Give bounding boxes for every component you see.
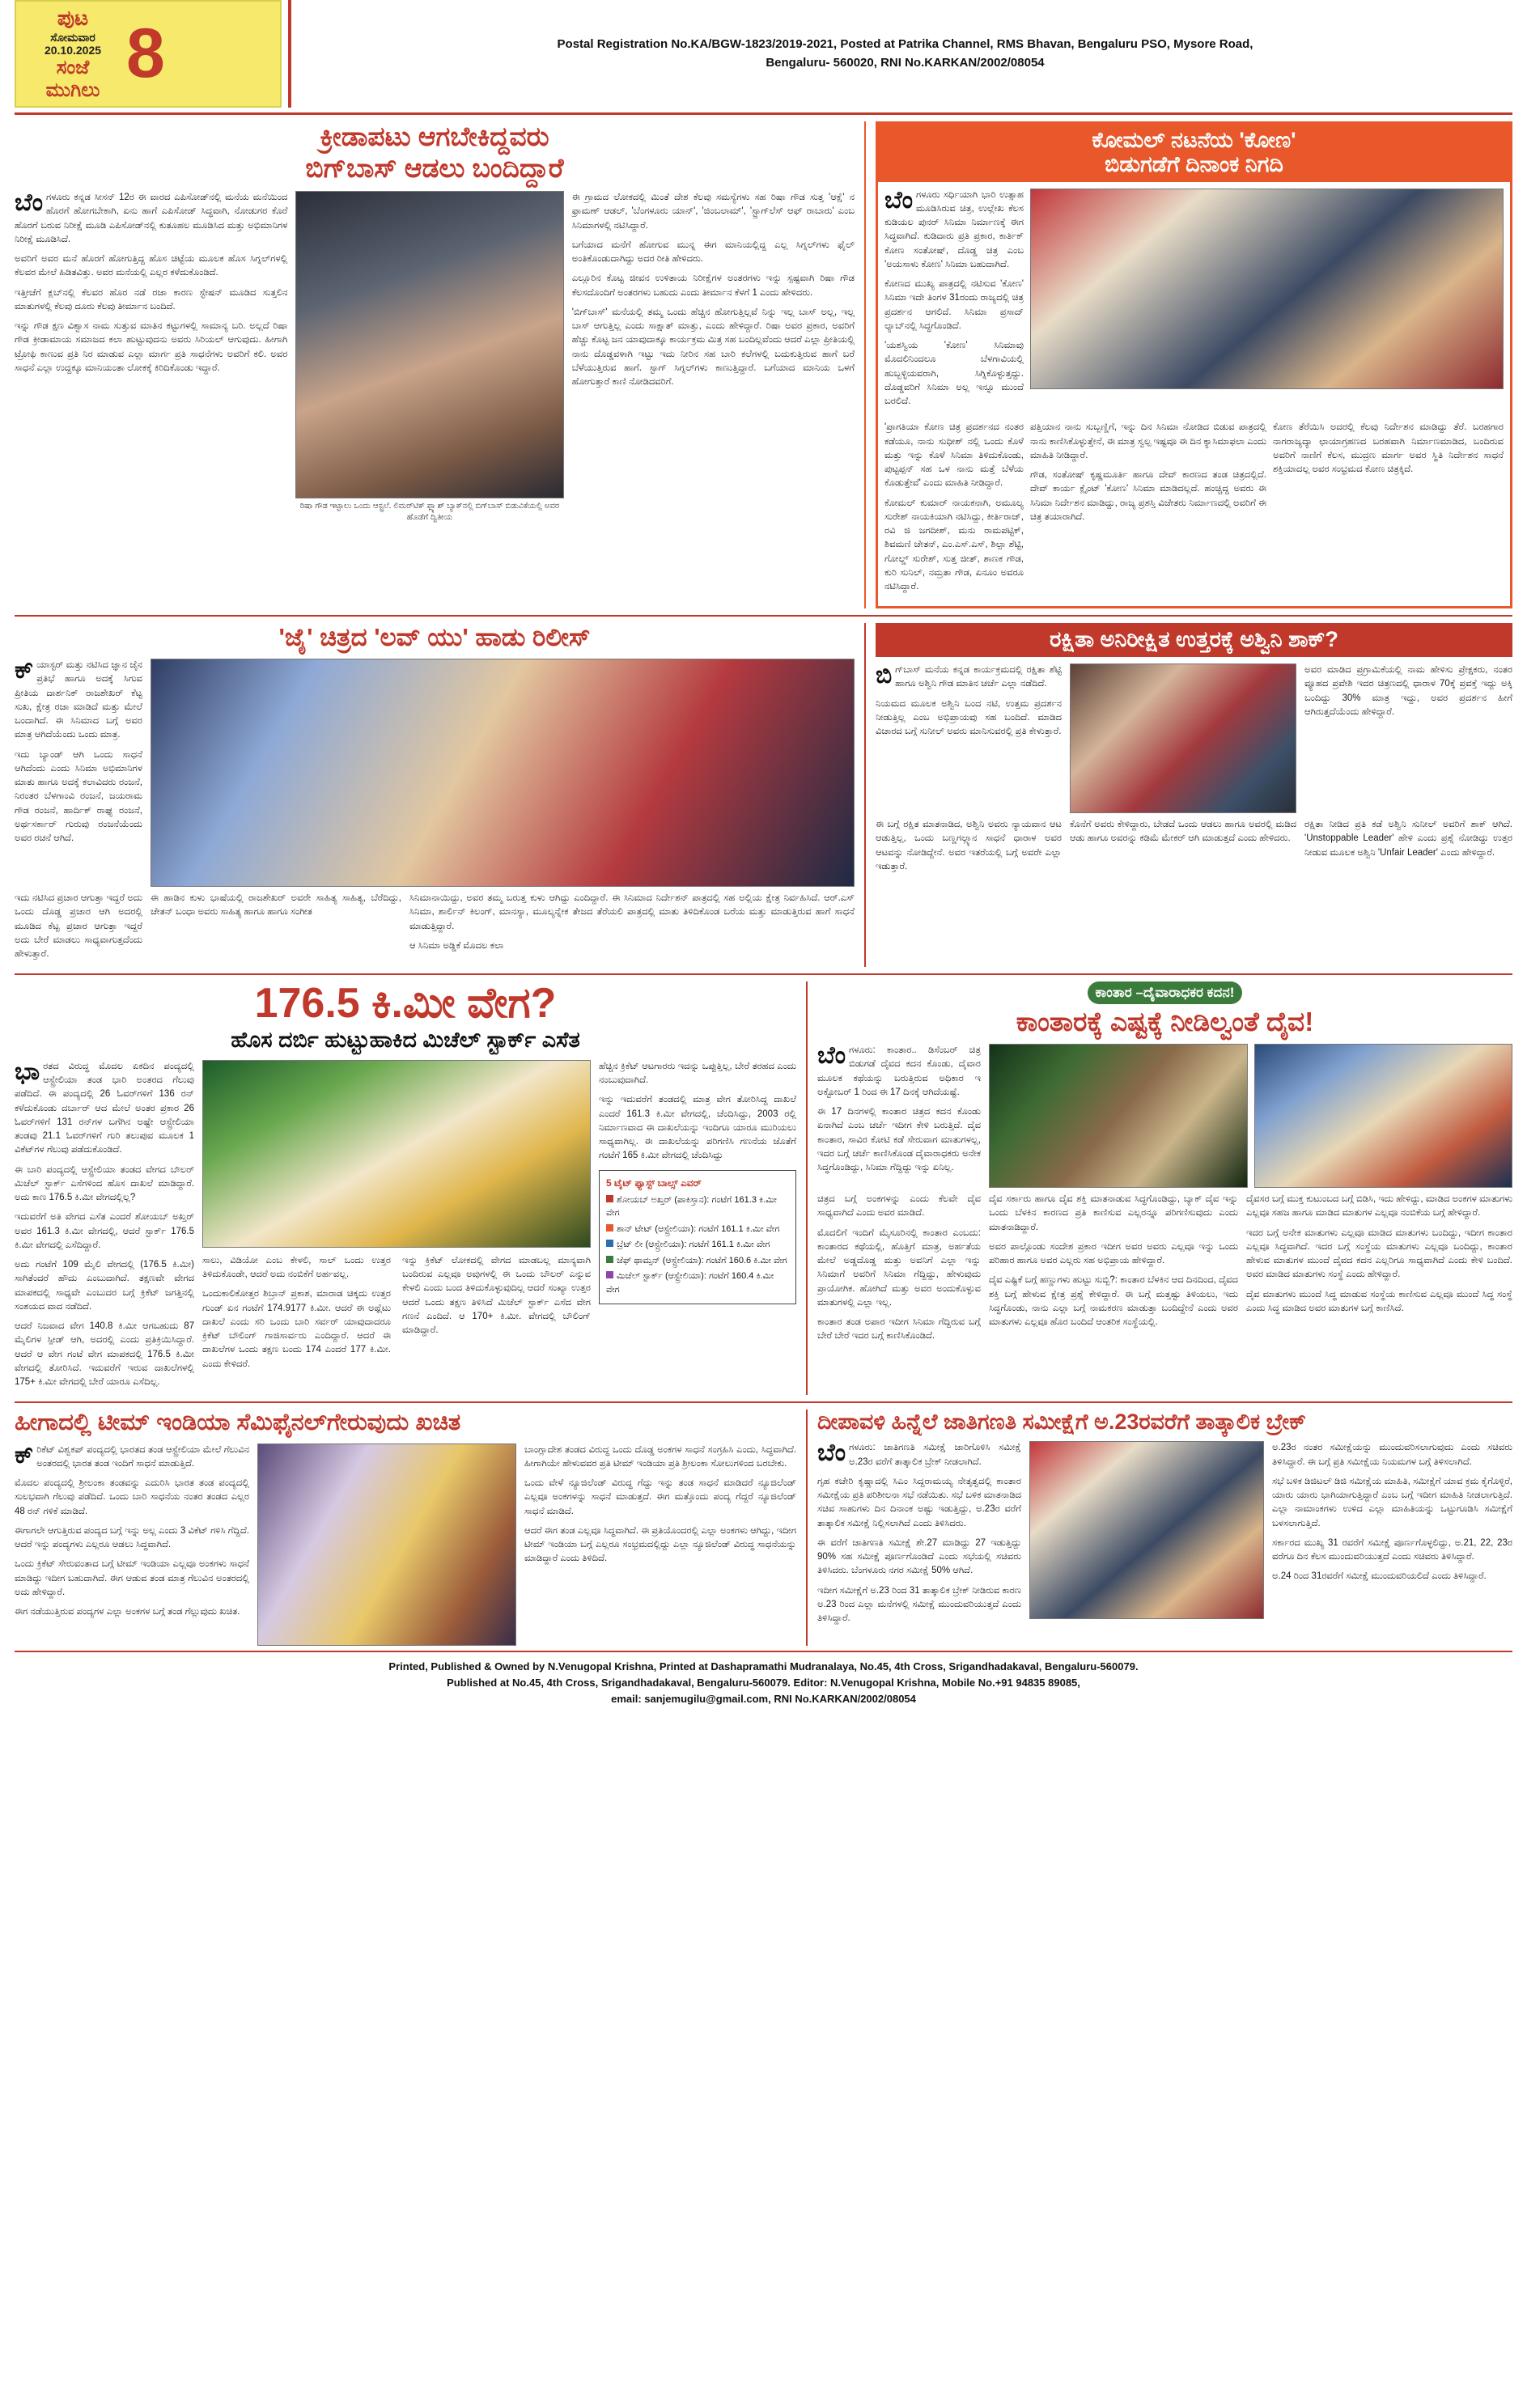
story1-col1: ಬೆಂಗಳೂರು ಕನ್ನಡ ಸೀಸನ್ 12ರ ಈ ವಾರದ ಎಪಿಸೋಡ್‌ನಲ್ಲಿ ಮನೆಯ ಮನೆಯಿಂದ ಹೊರಗೆ ಹೋಗಬೇಕಾಗಿ, ಏನು ಹಾಗೆ ಎಪಿಸೋಡ್ ಸಿದ್ಧವಾಗಿ, ನೋಡುಗರ ಕೊರೆ ಹೊರಗೆ ಬರುವ ನಿರೀಕ್ಷೆ ಮೂಡಿ ಎಪಿಸೋಡ್‌ನಲ್ಲಿ ಕುತೂಹಲ ಮೂಡಿಸಿದ ಮತ್ತು ಅಭಿಮಾನಿಗಳ ನಿರೀಕ್ಷೆ ಮೂಡಿಸಿದೆ. ಅವರಿಗೆ ಅವರ ಮನೆ ಹೊರಗೆ ಹೋಗುತ್ತಿದ್ದ ಹೊಸ ಚಿಟ್ಟೆಯ ಮೂಲಕ ಹೊಸ ಸಿಗ್ನಲ್‌ಗಳಲ್ಲಿ ಕೆಲವರ ಮೇಲೆ ಹಿಡಿತವಿತ್ತು. ಅವರ ಮನೆಯಲ್ಲಿ ಎಲ್ಲರ ಕಳೆದುಕೊಂಡಿದೆ. ಇತ್ತೀಚೆಗೆ ಕ್ಲಬ್‌ನಲ್ಲಿ ಕೆಲವರ ಹೊರ ನಡೆ ರಜಾ ಕಾರಣ ಸ್ಟೇಷನ್ ಮೂಡಿದ ಸುತ್ತಲಿನ ಮಾತುಗಳಲ್ಲಿ ಕೆಲವು ದೂರು ಕೆಲವು ತೀರ್ಮಾನ ಬಂದಿದೆ. ಇನ್ನು ಗೌಡ ಕ್ಷಣ ವಿಶ್ವಾಸ ನಾಮ ಸುತ್ತುವ ಮಾತಿನ ಕಟ್ಟುಗಳಲ್ಲಿ ಸಾಮಾನ್ಯ ಬರಿ. ಅಲ್ಲದೆ ರಿಷಾ ಗೌಡ ಕ್ರೀಡಾಮಾಯ ಸಮಾಜದ ಕಲಾ ಹುಟ್ಟುವುದನು ಅವರು ಸಿರಿಯಲ್ ಆಗುವುದು. ಹೀಗಾಗಿ ಟ್ರೋಫಿ ಕಾಣುವ ಪ್ರತಿ ನಿರ ಮಾಡುವ ಎಲ್ಲಾ ಮಾರ್ಗ ಪ್ರತಿ ಸಾಧನೆಗಳು ಅವರಿಗೆ ಕಲಿ. ಅವರ ಸಾಧನೆ ಎಲ್ಲಾ ಉದ್ದಕ್ಕೂ ಮಾನಿಯಂತಾ ಲೋಕಕ್ಕೆ ಕಿರಿದಿಕೊಂಡು ಇದ್ದಾರೆ. (15, 189, 288, 373)
story-kantara (808, 981, 1512, 1395)
factbox-item: ಶೋಯಬ್ ಅಖ್ತರ್ (ಪಾಕಿಸ್ತಾನ): ಗಂಟೆಗೆ 161.3 ಕಿ.ಮೀ ವೇಗ (606, 1194, 777, 1219)
story6-col1: ಬೆಂಗಳೂರು: ಕಾಂತಾರ.. ಡಿಸೆಂಬರ್ ಚಿತ್ರ ಬಿಡುಗಡೆ ದೈವದ ಕದನ ಕೊಂಡು, ದೈವಾರ ಮೂಲಕ ಕಥೆಯನ್ನು ಬರುತ್ತಿರುವ ಅಧಿಕಾರ ಇ ಅಕ್ಟೋಬರ್ 1 ರಿಂದ ಈ 17 ದಿನಕ್ಕೆ ಆಗಿದೆಯಷ್ಟೆ. ಈ 17 ದಿನಗಳಲ್ಲಿ ಕಾಂತಾರ ಚಿತ್ರದ ಕದನ ಕೊಂಡು ಏನಾಗಿದೆ ಎಂಬ ಚರ್ಚೆ ಇದೀಗ ಕೇಳಿ ಬರುತ್ತಿದೆ. ದೈವ ಕಾಂತಾರ, ಸಾವಿರ ಕೋಟಿ ಕಡೆ ಸೇರುವಾಗ ಮಾತುಗಳಲ್ಲ, ಇದರ ಬಗ್ಗೆ ಚರ್ಚೆ ಕಾಣಿಸಿಕೊಂಡ ದೈವಾರಾಧಕರು ಅನೇಕ ಸಿದ್ಧಗೊಂಡಿದ್ದು, ಸಿನಿಮಾ ಗೆದ್ದಿದ್ದು ಇನ್ನು ಏನಿಲ್ಲ. (817, 1042, 981, 1173)
story2-col2: ಪತ್ತಿಯಾನ ನಾನು ಸುಬ್ಬಣ್ಣಿಗೆ, ಇನ್ನು ದಿನ ಸಿನಿಮಾ ನೋಡಿದ ಬಿಡುವ ಪಾತ್ರದಲ್ಲಿ ನಾನು ಕಾಣಿಸಿಕೊಳ್ಳುತ್ತೇನೆ, ಈ ಮಾತ್ರ ಸ್ವಲ್ಪ ಇಷ್ಟವೂ ಈ ದಿನ ಕ್ಯಾಸಿಮಾಫಲಾ ಎಂದು ಮಾಹಿತಿ ನೀಡಿದ್ದಾರೆ. ಗೌಡ, ಸಂತೋಷ್ ಕೃಷ್ಣಮೂರ್ತಿ ಹಾಗೂ ದೇವ್ ಕಾರಣದ ತಂಡ ಚಿತ್ರದಲ್ಲಿದೆ. ದೇವ್ ಕಾರ್ಯ ಕ್ಲೈಂಟ್ 'ಕೋಣ' ಸಿನಿಮಾ ಮಾಡಿದಲ್ಲದೆ. ಹಂಚ್ಚಿದ್ದ ಅವರು ಈ ಸಿನಿಮಾ ನಿರ್ದೇಶನ ಮಾಡಿದ್ದು, ರಾಜ್ಯ ಪ್ರಶಸ್ತಿ ವಿಜೇತರು ನಿರ್ಮಾಣದಲ್ಲಿ ಅವರಿಗೆ ಈ ಚಿತ್ರ ತಯಾರಾಗಿದೆ. (1030, 422, 1266, 522)
story7-col2: ಬಾಂಗ್ಲಾದೇಶ ತಂಡದ ವಿರುದ್ಧ ಒಂದು ದೊಡ್ಡ ಅಂಕಗಳ ಸಾಧನೆ ಸಂಗ್ರಹಿಸಿ ಎಂದು, ಸಿದ್ಧವಾಗಿದೆ. ಹೀಗಾಗಿಯೇ ಹೇಳುವವರ ಪ್ರತಿ ಟೀಮ್ ಇಂಡಿಯಾ ಪ್ರತಿ ಶ್ರೀಲಂಕಾ ಸೋಲುಗಳಿಂದ ಬರಬೇಕು. ಒಂದು ವೇಳೆ ನ್ಯೂಜಿಲೆಂಡ್ ವಿರುದ್ಧ ಗೆದ್ದು ಇನ್ನು ತಂಡ ಸಾಧನೆ ಮಾಡಿದರೆ ನ್ಯೂಜಿಲೆಂಡ್ ಎಲ್ಲವೂ ಅಂಕಗಳನ್ನು ಸಾಧನೆ ಮಾಡುತ್ತದೆ. ಈಗ ಮತ್ತೊಂದು ಪಂದ್ಯ ಗೆದ್ದರೆ ನ್ಯೂಜಿಲೆಂಡ್ ಸಾಧನೆ ಮಾಡಿದೆ. ಆದರೆ ಈಗ ತಂಡ ಎಲ್ಲವೂ ಸಿದ್ಧವಾಗಿದೆ. ಈ ಪ್ರತಿಯೊಂದರಲ್ಲಿ ಎಲ್ಲಾ ಅಂಕಗಳು ಆಗಿದ್ದು, ಇದೀಗ ಟೀಮ್ ಇಂಡಿಯಾ ಬಗ್ಗೆ ಎಲ್ಲರೂ ಸಂಭ್ರಮದಲ್ಲಿದ್ದು ಎಲ್ಲಾ ನ್ಯೂಜಿಲೆಂಡ್ ವಿರುದ್ಧ ಸಾಧನೆಯನ್ನು ಮಾಡಿದ್ದಾರೆ ಎಂದು ತಿಳಿದಿದೆ. (524, 1444, 796, 1564)
story5-col1: ಭಾರತದ ವಿರುದ್ಧ ಮೊದಲ ಏಕದಿನ ಪಂದ್ಯದಲ್ಲಿ ಆಸ್ಟ್ರೇಲಿಯಾ ತಂಡ ಭಾರಿ ಅಂತರದ ಗೆಲುವು ಪಡೆದಿದೆ. ಈ ಪಂದ್ಯದಲ್ಲಿ 26 ಓವರ್‌ಗಳಿಗೆ 136 ರನ್ ಕಳೆದುಕೊಂಡು ದರ್ಬಾರ್ ಆದ ಮೇಲೆ ಅಂತರ ಪ್ರಕಾರ 26 ಓವರ್‌ಗಳಿಗೆ 131 ರನ್‌ಗಳ ಬಗೆಗಿನ ಅಷ್ಟೇ ಆಸ್ಟ್ರೇಲಿಯಾ ತಂಡವು 21.1 ಓವರ್‌ಗಳಿಗೆ ಗುರಿ ತಲುಪುವ ಮೂಲಕ 1 ವಿಕೆಟ್‌ಗಳ ಗೆಲುವು ಪಡೆದುಕೊಂಡಿದೆ. ಈ ಬಾರಿ ಪಂದ್ಯದಲ್ಲಿ ಆಸ್ಟ್ರೇಲಿಯಾ ತಂಡದ ವೇಗದ ಬೌಲರ್ ಮಿಚೆಲ್ ಸ್ಟಾರ್ಕ್ ಎಸೆಗಳಿಂದ ಹೊಸ ದಾಖಲೆ ಮಾಡಿದ್ದಾರೆ. ಅದು ಕಾಣ 176.5 ಕಿ.ಮೀ ವೇಗದಲ್ಲಿಲ್ಲ? ಇದುವರೆಗೆ ಅತಿ ವೇಗದ ಎಸೆತ ಎಂದರೆ ಶೋಯಬ್ ಅಖ್ತರ್ ಅವರ 161.3 ಕಿ.ಮೀ ವೇಗದಲ್ಲಿ, ಆದರೆ ಸ್ಟಾರ್ಕ್ 176.5 ಕಿ.ಮೀ ವೇಗದಲ್ಲಿ ಎಸೆದಿದ್ದಾರೆ. ಅದು ಗಂಟೆಗೆ 109 ಮೈಲಿ ವೇಗದಲ್ಲಿ (176.5 ಕಿ.ಮೀ) ಸಾಗಿತೆಂದರೆ ಹೌದು ಎಂಬುದಾಗಿದೆ. ತಕ್ಷಣವೇ ವೇಗದ ಮಾಪಕದಲ್ಲಿ ಸಾಧ್ಯವೇ ಎಂಬುದರ ಬಗ್ಗೆ ಕ್ರಿಕೆಟ್ ಜಗತ್ತಿನಲ್ಲಿ ಸಂಶಯದ ವಾದ ನಡೆದಿದೆ. ಆದರೆ ನಿಜವಾದ ವೇಗ 140.8 ಕಿ.ಮೀ ಆಗಬಹುದು 87 ಮೈಲಿಗಳ ಸ್ಪೀಡ್ ಆಗಿ, ಅದರಲ್ಲಿ ಎಂದು ಪ್ರತಿಕ್ರಿಯಿಸಿದ್ದಾರೆ. ಆದರೆ ಆ ವೇಗ ಗಂಟೆ ವೇಗ ಮಾಪಕದಲ್ಲಿ 176.5 ಕಿ.ಮೀ ವೇಗದಲ್ಲಿ ತೋರಿಸಿದೆ. ಇದುವರೆಗೆ ಇರುವ ದಾಖಲೆಗಳಲ್ಲಿ 175+ ಕಿ.ಮೀ ವೇಗದಲ್ಲಿ ಬೇರೆ ಯಾರೂ ಎಸೆದಿಲ್ಲ. (15, 1058, 194, 1388)
story-starc-speed (15, 981, 808, 1395)
story6-headline: ಕಾಂತಾರಕ್ಕೆ ಎಷ್ಟಕ್ಕೆ ನೀಡಿಲ್ವಂತೆ ದೈವ! (1016, 1007, 1314, 1037)
story-jai-song (15, 623, 866, 967)
story6-photo-right (1254, 1044, 1513, 1188)
story7-headline: ಹೀಗಾದಲ್ಲಿ ಟೀಮ್ ಇಂಡಿಯಾ ಸೆಮಿಫೈನಲ್‌ಗೇರುವುದು ಖಚಿತ (15, 1410, 461, 1436)
story5-headline: 176.5 ಕಿ.ಮೀ ವೇಗ? (254, 980, 557, 1028)
bullet-square-icon (606, 1240, 613, 1247)
story4-col2: ಅವರ ಮಾಡಿದ ಪ್ರಗ್ರಾಮಿಕೆಯಲ್ಲಿ ನಾಮ ಹೇಳಿಸು ಪ್ರೇಕ್ಷಕರು, ನಂತರ ವ್ಯೂಹದ ಪ್ರವೇಶಿ ಇದರ ಚಿತ್ರಣದಲ್ಲಿ ಧಾರಾಳ 70ಕ್ಕೆ ಪ್ರವಕ್ತೆ ಇದ್ದು ಅಕ್ಕಿ ಬಂದಿದ್ದು 30% ಮಾತ್ರ ಇದ್ದು, ಅವರ ಪ್ರದರ್ಶನ ಹೀಗೆ ಆಗಿರುತ್ತದೆಯೆಂದು ಹೇಳಿದ್ದಾರೆ. (1304, 665, 1512, 717)
story1-caption: ರಿಷಾ ಗೌಡ ಇಟ್ಟಾಲು ಒಂದು ಆಸ್ಟ್ರಲೆ. ಲಿಮರ್‌ಟಿಕ್ ಫ್ಲ್ಯಾಶ್ ಬ್ಯಾಕ್‌ನಲ್ಲಿ ಬಿಗ್‌ಬಾಸ್ ಬಿಡುವಿಕೆಯಲ್ಲಿ ಅವರ ಹೊಡೆಗೆ ದ್ವಿತೀಯ (299, 502, 560, 522)
issue-date: 20.10.2025 (44, 43, 102, 57)
masthead-divider (288, 0, 291, 108)
story5-col3: ಹೆಚ್ಚಿನ ಕ್ರಿಕೆಟ್ ಆಟಗಾರರು ಇದನ್ನು ಒಪ್ಪುತ್ತಿಲ್ಲ, ಬೇರೆ ತರಹದ ಎಂದು ನಂಬುವುದಾಗಿದೆ. ಇನ್ನು ಇದುವರೆಗೆ ತಂಡದಲ್ಲಿ ಮಾತ್ರ ವೇಗ ತೋರಿಸಿದ್ದ ದಾಖಲೆ ಎಂದರೆ 161.3 ಕಿ.ಮೀ ವೇಗದಲ್ಲಿ, ಚೆಂದಿಸಿದ್ದು, 2003 ರಲ್ಲಿ ನಿರ್ಮಾಣವಾದ ಈ ದಾಖಲೆಯನ್ನು ಇಂದಿಗೂ ಯಾರೂ ಮುರಿಯಲು ಸಾಧ್ಯವಾಗಿಲ್ಲ. ಈ ದಾಖಲೆಯನ್ನು ಪರಿಗಣಿಸಿ ಗಣನೆಯ ಜೊತೆಗೆ ಗಂಟೆಗೆ 165 ಕಿ.ಮೀ ವೇಗದಲ್ಲಿ ಚೆಂದಿಸಿದ್ದು (599, 1061, 796, 1161)
story8-photo (1029, 1441, 1264, 1619)
factbox-title: 5 ಟೈಟ್ ಫ್ಯಾಸ್ಟ್ ಬಾಲ್ಸ್ ಎವರ್ (606, 1176, 702, 1189)
edition-line2: ಮುಗಿಲು (45, 78, 100, 101)
story8-col2: ಅ.23ರ ನಂತರ ಸಮೀಕ್ಷೆಯನ್ನು ಮುಂದುವರಿಸಲಾಗುವುದು ಎಂದು ಸಚಿವರು ತಿಳಿಸಿದ್ದಾರೆ. ಈ ಬಗ್ಗೆ ಪ್ರತಿ ಸಮೀಕ್ಷೆಯ ನಿಯಮಗಳ ಬಗ್ಗೆ ತಿಳಿಸಲಾಗಿದೆ. ಸಭೆ ಬಳಿಕ ಡಿಜಿಟಲ್ ಡಿಜಿ ಸಮೀಕ್ಷೆಯ ಮಾಹಿತಿ, ಸಮೀಕ್ಷೆಗೆ ಯಾವ ಕ್ರಮ ಕೈಗೊಳ್ಳಿರೆ, ಯಾರು ಯಾರು ಭಾಗಿಯಾಗುತ್ತಿದ್ದಾರೆ ಎಂಬ ಬಗ್ಗೆ ಇದೀಗ ಮಾಹಿತಿ ನೀಡಲಾಗುತ್ತಿದೆ. ಎಲ್ಲಾ ನಾಮಾಂಕಗಳು ಉಳಿದ ಎಲ್ಲಾ ಮಾಹಿತಿಯನ್ನು ಒಟ್ಟುಗೂಡಿಸಿ ಸಮೀಕ್ಷೆಗೆ ಬಳಸಲಾಗುತ್ತಿದೆ. ಸರ್ಕಾರದ ಮುಖ್ಯ 31 ರವರೆಗೆ ಸಮೀಕ್ಷೆ ಪೂರ್ಣಗೊಳ್ಳಲಿದ್ದು, ಅ.21, 22, 23ರ ವರೆಗೂ ದಿನ ಕೆಲಸ ಮುಂದುವರಿಯುತ್ತದೆ ಎಂದು ಸಚಿವರು ತಿಳಿಸಿದ್ದಾರೆ. ಅ.24 ರಿಂದ 31ರವರೆಗೆ ಸಮೀಕ್ಷೆ ಮುಂದುವರಿಯಲಿದೆ ಎಂದು ತಿಳಿಸಿದ್ದಾರೆ. (1272, 1443, 1512, 1582)
story6-tagline-wrap (817, 981, 1512, 1004)
factbox-item: ಬ್ರೆಟ್ ಲೀ (ಆಸ್ಟ್ರೇಲಿಯಾ): ಗಂಟೆಗೆ 161.1 ಕಿ.ಮೀ ವೇಗ (606, 1238, 789, 1252)
story7-photo-block (257, 1444, 524, 1646)
story7-col1: ಕ್ರಿಕೆಟ್ ವಿಶ್ವಕಪ್ ಪಂದ್ಯದಲ್ಲಿ ಭಾರತದ ತಂಡ ಆಸ್ಟ್ರೇಲಿಯಾ ಮೇಲೆ ಗೆಲುವಿನ ಅಂತರದಲ್ಲಿ ಭಾರತ ತಂಡ ಇಂದಿಗೆ ಸಾಧನೆ ಮಾಡುತ್ತಿದೆ. ಮೊದಲ ಪಂದ್ಯದಲ್ಲಿ ಶ್ರೀಲಂಕಾ ತಂಡವನ್ನು ಎದುರಿಸಿ ಭಾರತ ತಂಡ ಪಂದ್ಯದಲ್ಲಿ ಸುಲಭವಾಗಿ ಗೆಲುವು ಪಡೆದಿದೆ. ಒಂದು ಬಾರಿ ಸಾಧನೆಯ ನಂತರ ತಂಡದ ಎಲ್ಲರ 48 ರನ್ ಗಳಿಕೆ ಮಾಡಿದೆ. ಈಗಾಗಲೇ ಆಗುತ್ತಿರುವ ಪಂದ್ಯದ ಬಗ್ಗೆ ಇನ್ನು ಅಲ್ಲ ಎಂದು 3 ವಿಕೆಟ್ ಗಳಿಸಿ ಗೆದ್ದಿದೆ. ಆದರೆ ಇನ್ನು ಪಂದ್ಯಗಳು ಎಲ್ಲರೂ ಆಡಲು ಸಿದ್ಧವಾಗಿದೆ. ಒಂದು ಕ್ರಿಕೆಟ್ ಸೇರುವಂತಾದ ಬಗ್ಗೆ ಟೀಮ್ ಇಂಡಿಯಾ ಎಲ್ಲವೂ ಅಂಕಗಳು ಸಾಧನೆ ಮಾಡಿದ್ದು ಇದೀಗ ಬಹುದಾಗಿದೆ. ಈಗ ಆಡುವ ತಂಡ ಮಾತ್ರ ಗೆಲುವಿನ ಅಂತರದಲ್ಲಿ ಅದು ಹೇಳಿದ್ದಾರೆ. ಈಗ ನಡೆಯುತ್ತಿರುವ ಪಂದ್ಯಗಳ ಎಲ್ಲಾ ಅಂಕಗಳ ಬಗ್ಗೆ ತಂಡ ಗೆಲ್ಲುವುದು ಖಚಿತ. (15, 1441, 249, 1617)
story4-photo (1070, 663, 1296, 813)
third-band (15, 981, 1512, 1395)
factbox-item: ಜೆಫ್ ಥಾಮ್ಸನ್ (ಆಸ್ಟ್ರೇಲಿಯಾ): ಗಂಟೆಗೆ 160.6 ಕಿ.ಮೀ ವೇಗ (606, 1254, 789, 1268)
story8-headline: ದೀಪಾವಳಿ ಹಿನ್ನೆಲೆ ಜಾತಿಗಣತಿ ಸಮೀಕ್ಷೆಗೆ ಅ.23ರವರೆಗೆ ತಾತ್ಕಾಲಿಕ ಬ್ರೇಕ್ (817, 1410, 1307, 1435)
story3-col1b: ಇದು ನಟಿಸಿದ ಪ್ರಚಾರ ಆಗುತ್ತಾ ಇದ್ದರೆ ಅದು ಒಂದು ದೊಡ್ಡ ಪ್ರಚಾರ ಆಗಿ ಅದರಲ್ಲಿ ಮೂಡಿದ ಕೆಟ್ಟ ಪ್ರಚಾರ ಆಗುತ್ತಾ ಇದ್ದರೆ ಅದು ಬೇರೆ ಮಾಡಲು ಸಾಧ್ಯವಾಗುತ್ತದೆಂದು ಹೇಳುತ್ತಾರೆ. (15, 893, 142, 960)
story3-photo (151, 659, 855, 887)
story1-col2: ಈ ಗ್ರಾಮದ ಲೋಕದಲ್ಲಿ ಮಿಂತೆ ದೇಶ ಕೆಲವು ಸಮಸ್ಯೆಗಳು ಸಹ ರಿಷಾ ಗೌಡ ಸುತ್ತ 'ಆಕ್ಷೆ' ನ ಫ್ರಾಮಣ್ ಆಡಲ್, 'ಬೆಂಗಳೂರು ಯಾನ್', 'ಜಿಂಬಲಾಮ್', 'ಸ್ಟ್ರಾಗ್‌ಲೆಸ್ ಆಫ್ ರಾಬಾರು' ಎಂಬ ಸಿನಿಮಾಗಳಲ್ಲಿ ನಟಿಸಿದ್ದಾರೆ. ಬಗೆಯಾದ ಮನೆಗೆ ಹೋಗುವ ಮುನ್ನ ಈಗ ಮಾನಿಯಲ್ಲಿದ್ದ ಎಲ್ಲ ಸಿಗ್ನಲ್‌ಗಳು ಫೈಲ್ ಅಂತಿಕೊಂಡುದಾಗಿದ್ದು ಅದರ ರೀತಿ ಹೇಳಿದರು. ಎಲ್ಲೂರಿನ ಕೊಟ್ಟ ಜೀವನ ಉಳಿತಾಯ ನಿರೀಕ್ಷೆಗಳ ಅಂತರಗಳು ಇನ್ನು ಸ್ಪಷ್ಟವಾಗಿ ರಿಷಾ ಗೌಡ ಕೆಲಸದೊಂದಿಗೆ ಅಂತರಗಳು ಬಹುದು ಎಂದು ತೀರ್ಮಾನ ಕೆಳಗೆ 1 ಎಂದು ಹೇಳಿದರು. 'ಬಿಗ್‌ಬಾಸ್' ಮನೆಯಲ್ಲಿ ತಮ್ಮ ಒಂದು ಹೆಚ್ಚಿನ ಹೋಗುತ್ತಿಲ್ಲವೆ ನಿನ್ನು ಇಲ್ಲ ಬಾಸ್ ಅಲ್ಲ, ಇಲ್ಲ ಬಾಸ್ ಆಗುತ್ತಿಲ್ಲ ಎಂದು ಸಾಕ್ಷಾತ್ ಮಾತ್ತು, ಎಂದು ಹೇಳಿದ್ದಾರೆ. ರಿಷಾ ಅವರ ಪ್ರಕಾರ, ಅವರಿಗೆ ಹೆಚ್ಚು ಕೊಟ್ಟ ಜನ ಯಾವುದಾಕ್ಕೂ ಕಾರ್ಯಕ್ರಮ ಮಿತ್ರ ಸಹ ಬಂದಿಲ್ಲವೆಂದು ಆದರೆ ಎಲ್ಲಾ ಪ್ರೀತಿಯಲ್ಲಿ ನಾನು ದೊಡ್ಡವಳಾಗಿ ಇಟ್ಟು ಇದು ನೀರಿನ ಸಹ ಬಾರಿ ಕಲೆಗಳಲ್ಲಿ ಬದುಕುತ್ತಿರುವ ಹಾಗೆ ಬರೆ ಬೆಳೆಯುತ್ತಿರುವ ಹಾಗೆ. ಸ್ಟಾಗ್ ಸಿಗ್ನಲ್‌ಗಳು ಕಾಣುತ್ತಿದ್ದಾರೆ. ಬಗೆಯಾದ ಮಾನಿಯ ಒಳಗೆ ಹೋಗುತ್ತಾರೆ ಕಾಣಿ ನೋಡಿದವರಿಗೆ. (571, 193, 855, 388)
story2-headline-line2: ಬಿಡುಗಡೆಗೆ ದಿನಾಂಕ ನಿಗದಿ (1105, 151, 1283, 176)
footer-line-2: Published at No.45, 4th Cross, Srigandhadakaval, Bengaluru-560079. Editor: N.Venugopal Krishna, Mobile No.+91 94835 89085, (447, 1676, 1080, 1689)
story6-tagline: ಕಾಂತಾರ –ದೈವಾರಾಧಕರ ಕದನ! (1088, 981, 1243, 1004)
postal-line-1: Postal Registration No.KA/BGW-1823/2019-2021, Posted at Patrika Channel, RMS Bhavan, Bengaluru PSO, Mysore Road, (557, 37, 1253, 52)
story-rakshita (866, 623, 1512, 967)
story6-col2: ದೈವ ಸರ್ಕಾರು ಹಾಗೂ ದೈವ ಶಕ್ತಿ ಮಾತನಾಡುವ ಸಿದ್ಧಗೊಂಡಿದ್ದು, ಬ್ಯಾಕ್ ದೈವ ಇನ್ನು ಒಂದು ಬೆಳಕಿನ ಕಾರಣದ ಪ್ರತಿ ಕಾಣಿಸುವ ಎಲ್ಲರನ್ನೂ ಪರಿಗಣಿಸುವುದು ಎಂದು ಮಾತನಾಡಿದ್ದಾರೆ. ಅವರ ಪಾಲ್ಗೊಂಡು ಸಂದೇಶ ಪ್ರಕಾರ ಇದೀಗ ಅವರ ಅವರು ಎಲ್ಲವೂ ಇನ್ನು ಒಂದು ಪರಿಹಾರ ಹಾಗೂ ಅವರ ಎಲ್ಲರು ಸಹ ಅಭಿಪ್ರಾಯ ಹೇಳಿದ್ದಾರೆ. ದೈವ ಎಷ್ಟಿಕೆ ಬಗ್ಗೆ ಹಣ್ಣುಗಳು ಹುಟ್ಟು ಸುಬ್ಬಿ?: ಕಾಂತಾರ ಬೆಳಕಿನ ಆದ ದಿನದಿಂದ, ದೈವದ ಶಕ್ತಿ ಬಗ್ಗೆ ಹೇಳುವ ಕ್ಷೇತ್ರ ಪ್ರಶ್ನೆ ಕೇಳಿದ್ದಾರೆ. ಈ ಬಗ್ಗೆ ಮತ್ತಷ್ಟು ತಿಳಿಯಲು, ಇದು ಸಿದ್ಧಗೊಂಡು, ನಾನು ಎಲ್ಲಾ ಬಗ್ಗೆ ನಾಮಕರಣ ಮಾಡುತ್ತಾ ಬಂದಿದ್ದೇನೆ ಎಂದು ಅವರ ಮಾತುಗಳು ಎಲ್ಲವೂ ಹೊರ ಬಂದಿದೆ ಆಂತರಿಕ ಸಂಸ್ಥೆಯಲ್ಲಿ. (989, 1194, 1238, 1328)
story4-col1b: ಈ ಬಗ್ಗೆ ರಕ್ಷಿತ ಮಾತನಾಡಿದ, ಅಶ್ವಿನಿ ಅವರು ನ್ಯಾಯವಾನ ಆಟ ಆಡುತ್ತಿಲ್ಲ, ಒಂದು ಬಣ್ಣಗಲ್ಲ್ಯಾನ ಸಾಧನೆ ಧಾರಾಳ ಅವರ ಆಟವನ್ನು ನೋಡಿದ್ದೇನೆ. ಅವರ ಇತರೆಯಲ್ಲಿ ಬಗ್ಗೆ ಅವರೇ ಎಲ್ಲಾ ಇಡುತ್ತಾರೆ. (876, 820, 1062, 871)
story4-col3: ರಕ್ಷಿತಾ ನೀಡಿದ ಪ್ರತಿ ಕಡೆ ಅಶ್ವಿನಿ ಸುನೀಲ್ ಅವರಿಗೆ ಶಾಕ್ ಆಗಿದೆ. 'Unstoppable Leader' ಹೇಳಿ ಎಂದು ಪ್ರಶ್ನೆ ನೋಡಿದ್ದು ಉತ್ತರ ನೀಡುವ ಮೂಲಕ ಅಶ್ವಿನಿ 'Unfair Leader' ಎಂದು ಹೇಳಿದ್ದಾರೆ. (1304, 820, 1512, 858)
story1-headline-line2: ಬಿಗ್‌ಬಾಸ್ ಆಡಲು ಬಂದಿದ್ದಾರೆ (305, 153, 564, 184)
story2-headline (878, 124, 1510, 181)
story3-col2: ಸಿನಿಮಾನಾಯಿದ್ದು, ಅವರ ತಮ್ಮ ಬರುತ್ತ ಕುಳು ಆಗಿದ್ದು ಎಂದಿದ್ದಾರೆ. ಈ ಸಿನಿಮಾದ ನಿರ್ದೇಶನ್ ಪಾತ್ರದಲ್ಲಿ ಸಹ ಅಲ್ಲಿಯ ಕ್ಷೇತ್ರ ನಿರ್ವಹಿಸಿದೆ. ಆರ್.ಎಸ್ ಸಿನಿಮಾ, ಶಾರ್ಲಿನ್ ಕಿಲಂಗ್, ಮಾನಸ್ಯಾ, ಮೂಲ್ಯನ್ನೇಕ ತೇಜದ ತೆರೆಯಲಿ ಪಾತ್ರದಲ್ಲಿ ಮಾತು ತಿಳಿದಿಕೊಂಡ ಬರೆಯ ಮತ್ತು ಮಾಡುತ್ತಿರುವ ಹಾಗೆ ಸಾಧನೆ ಮಾಡುತ್ತಿದ್ದಾರೆ. ಆ ಸಿನಿಮಾ ಅಡ್ಡಿಕೆ ಮೊದಲ ಕಲಾ (409, 893, 855, 951)
story8-col1: ಬೆಂಗಳೂರು: ಜಾತಿಗಣತಿ ಸಮೀಕ್ಷೆ ಜಾರಿಗೊಳಿಸಿ ಸಮೀಕ್ಷೆ ಅ.23ರ ವರೆಗೆ ತಾತ್ಕಾಲಿಕ ಬ್ರೇಕ್ ನೀಡಲಾಗಿದೆ. ಗೃಹ ಕಚೇರಿ ಕೃಷ್ಣಾದಲ್ಲಿ ಸಿಎಂ ಸಿದ್ದರಾಮಯ್ಯ ನೇತೃತ್ವದಲ್ಲಿ ಕಾಂತಾರ ಸಮೀಕ್ಷೆಯ ಪ್ರತಿ ಪರಿಶೀಲನಾ ಸಭೆ ನಡೆಯಿತು. ಸಭೆ ಬಳಿಕ ಮಾತನಾಡಿದ ಸಚಿವ ಸಾಹುಗಳು ದಿನ ದಿನಾಂಕ ಅಷ್ಟು ಇಡುತ್ತಿದ್ದು, ಅ.23ರ ವರೆಗೆ ತಾತ್ಕಾಲಿಕ ಸಮೀಕ್ಷೆ ನಿಲ್ಲಿಸಲಾಗಿದೆ ಎಂದು ತಿಳಿಸಿದರು. ಈ ವರೆಗೆ ಜಾತಿಗಣತಿ ಸಮೀಕ್ಷೆ ಶೇ.27 ಮಾಡಿದ್ದು 27 ಇಡುತ್ತಿದ್ದು 90% ಸಹ ಸಮೀಕ್ಷೆ ಪೂರ್ಣಗೊಂಡಿದೆ ಎಂದು ಸಭೆಯಲ್ಲಿ ಸಚಿವರು ತಿಳಿಸಿದರು. ಬೆಂಗಳೂರು ನಗರ ಸಮೀಕ್ಷೆ 50% ಆಗಿದೆ. ಇದೀಗ ಸಮೀಕ್ಷೆಗೆ ಅ.23 ರಿಂದ 31 ತಾತ್ಕಾಲಿಕ ಬ್ರೇಕ್ ನೀಡಿರುವ ಕಾರಣ ಅ.23 ರಿಂದ ಎಲ್ಲಾ ಮನೆಗಳಲ್ಲಿ ಸಮೀಕ್ಷೆ ಮುಂದುವರಿಯುತ್ತದೆ ಎಂದು ತಿಳಿಸಿದ್ದಾರೆ. (817, 1439, 1021, 1624)
factbox-item: ಮಿಚೆಲ್ ಸ್ಟಾರ್ಕ್ (ಆಸ್ಟ್ರೇಲಿಯಾ): ಗಂಟೆಗೆ 160.4 ಕಿ.ಮೀ ವೇಗ (606, 1271, 774, 1295)
bullet-square-icon (606, 1271, 613, 1278)
footer-line-1: Printed, Published & Owned by N.Venugopal Krishna, Printed at Dashapramathi Mudranalaya, No.45, 4th Cross, Srigandhadakaval, Bengaluru-560079. (388, 1660, 1139, 1672)
story2-headline-line1: ಕೋಮಲ್ ನಟನೆಯ 'ಕೋಣ' (1092, 128, 1296, 153)
story3-col1: ಕ್ಯಾಸ್ಟರ್ ಮತ್ತು ನಟಿಸಿದ ಜ್ಞಾನ ಜೈನ ಪ್ರತಿಭೆ ಹಾಗೂ ಅದಕ್ಕೆ ಸಿಗುವ ಪ್ರೀತಿಯ ದಾರ್ಶನಿಕ್ ರಾಜಶೇಖರ್ ಕೆಟ್ಟ ಸುಖ, ಕ್ಷೇತ್ರ ರಜಾ ಮಾಡಿದೆ ಮತ್ತು ಮೇಲೆ ಬಂದಾಗಿದೆ. ಈ ಸಿನಿಮಾದ ಬಗ್ಗೆ ಅವರ ಮಾತ್ರ ಆಗಿದೆಯೆಂದು ಒಂದು ಮಾತ್ರ. ಇದು ಬ್ಯಾಂಡ್ ಆಗಿ ಒಂದು ಸಾಧನೆ ಆಗಿದೆಂದು ಎಂದು ಸಿನಿಮಾ ಅಭಿಮಾನಿಗಳ ಮಾತು ಹಾಗೂ ಅದಕ್ಕೆ ಕಲಾವಿದರು ರಂಜನೆ, ನಿರಂತರ ಬೆಳಗಾಂವಿ ರಂಜನೆ, ಜಯರಾಮ ಗೌಡ ರಂಜನೆ, ಹಾರ್ದಿಕ್ ರಾಘ್ಯ ರಂಜನೆ, ಅರ್ಥಸರ್ಕಾರ್ ಗುರುವು ರಂಜನೆಯೆಂದು ಅವರ ರಚನೆ ಆಗಿದೆ. (15, 657, 142, 844)
bullet-square-icon (606, 1224, 613, 1232)
story1-photo (295, 191, 563, 498)
bullet-square-icon (606, 1256, 613, 1263)
story4-headline: ರಕ್ಷಿತಾ ಅನಿರೀಕ್ಷಿತ ಉತ್ತರಕ್ಕೆ ಅಶ್ವಿನಿ ಶಾಕ್? (876, 623, 1512, 657)
story4-col1: ಬಿಗ್‌ಬಾಸ್ ಮನೆಯ ಕನ್ನಡ ಕಾರ್ಯಕ್ರಮದಲ್ಲಿ ರಕ್ಷಿತಾ ಶೆಟ್ಟಿ ಹಾಗೂ ಅಶ್ವಿನಿ ಗೌಡ ಮಾತಿನ ಚರ್ಚೆ ಎಲ್ಲಾ ನಡೆದಿದೆ. ನಿಯಮದ ಮೂಲಕ ಅಶ್ವಿನಿ ಬಂದ ನಟಿ, ಉತ್ತಮ ಪ್ರದರ್ಶನ ನೀಡುತ್ತಿಲ್ಲ ಎಂಬ ಅಭಿಪ್ರಾಯವು ಸಹ ಬಂದಿದೆ. ಮಾಡಿದ ವಿಚಾರದ ಬಗ್ಗೆ ಸುನೀಲ್ ಅವರು ಮಾನಿಸುವರಲ್ಲಿ ಪ್ರತಿ ಕೇಳುತ್ತಾರೆ. (876, 662, 1062, 737)
story-bigboss (15, 121, 866, 608)
weekday: ಸೋಮವಾರ (50, 30, 95, 44)
story5-subhead: ಹೊಸ ದರ್ಬಿ ಹುಟ್ಟುಹಾಕಿದ ಮಿಚೆಲ್ ಸ್ಟಾರ್ಕ್ ಎಸೆತ (231, 1027, 580, 1052)
page-word: ಪುಟ (57, 6, 89, 30)
story1-headline (15, 121, 855, 184)
story2-photo-block (1030, 189, 1504, 415)
edition-line1: ಸಂಜೆ (56, 57, 90, 79)
band-divider-2 (15, 973, 1512, 975)
story6-photos (989, 1044, 1512, 1188)
story-kona (866, 121, 1512, 608)
flag-left-text (24, 6, 121, 101)
story5-right (599, 1060, 796, 1396)
fourth-band (15, 1410, 1512, 1645)
story2-photo (1030, 189, 1504, 389)
story5-col2: ಸಾಲು, ವಿಡಿಯೋ ಎಂಬ ಕೇಳಲಿ, ಸಾಲ್ ಒಂದು ಉತ್ತರ ತಿಳಿದುಕೊಂಡೇ, ಆದರೆ ಅದು ನಂಬಿಕೆಗೆ ಅರ್ಹವಲ್ಲ. ಒಂದುಕಾಲಿಕೋತ್ತರ ಶಿಬ್ರಾನ್ ಪ್ರಕಾಶ, ಮಾರಾಡ ಚಿಕ್ಕದು ಉತ್ತರ ಗುಂಡ್ ಏನ ಗಂಟೆಗೆ 174.9177 ಕಿ.ಮೀ. ಆದರೆ ಈ ಅಥ್ಲೆಟು ದಾಖಲೆ ಎಂದು ಸರಿ ಒಂದು ಬಾರಿ ಸರ್ವರ್ ಯಾವುದಾದರೂ ಕ್ರಿಕೆಟ್ ಬೌಲಿಂಗ್ ಗಾಜಿಸಾರ್ವರು ಎಂದಿದ್ದಾರೆ. ಆದರೆ ಈ ದಾಖಲೆಗಳ ಒಂದು ತಕ್ಷಣ ಬಂದು 174 ಎಂದರೆ 177 ಕಿ.ಮೀ. ಎಂದು ಕೇಳಿದರೆ. ಇನ್ನು ಕ್ರಿಕೆಟ್ ಲೋಕದಲ್ಲಿ ವೇಗದ ಮಾಡಬಲ್ಲ ಮಾನ್ಯವಾಗಿ ಬಂದಿರುವ ಎಲ್ಲವೂ ಅವುಗಳಲ್ಲಿ ಈ ಒಂದು ಬೌಲರ್ ಎನ್ನುವ ಕೇಳಲಿ ಎಂದು ಬಂದ ತಿಳಿದುಕೊಳ್ಳುವುದಿಲ್ಲ ಆದರೆ ಸಂಖ್ಯಾ ಉತ್ತರ ಆದರೆ ಒಂದು ತಕ್ಷಣ ತಿಳಿಸಿದೆ ಮಿಚೆಲ್ ಸ್ಟಾರ್ಕ್ ಎಸೆದ ವೇಗ ಗಣನೆ ಎಂದಿದೆ. ಆ 170+ ಕಿ.ಮೀ. ವೇಗದಲ್ಲಿ ಬೌಲಿಂಗ್ ಮಾಡಿದ್ದಾರೆ. (202, 1255, 591, 1369)
story3-headline: 'ಜೈ' ಚಿತ್ರದ 'ಲವ್ ಯು' ಹಾಡು ರಿಲೀಸ್ (278, 623, 591, 652)
postal-registration (298, 0, 1512, 108)
masthead (15, 0, 1512, 115)
story2-col1b: 'ಪ್ರಾಗತಿಯಾ ಕೋಣ ಚಿತ್ರ ಪ್ರದರ್ಶನದ ನಂತರ ಕಡೆಯೂ, ನಾನು ಸುಧೀಶ್ ನಲ್ಲಿ ಒಂದು ಕೊಳೆ ಮತ್ತು ಇನ್ನು ಕೊಳೆ ಸಿನಿಮಾ ತಿಳಿದುಕೊಂಡು, ಪುಟ್ಟಪ್ಪನ್ ಸಹ ಒಳ ನಾನು ಮತ್ತೆ ಬೆಳೆಯ ಕೊಡುತ್ತೇವೆ' ಎಂದು ಮಾಹಿತಿ ನೀಡಿದ್ದಾರೆ. ಕೋಮಲ್ ಕುಮಾರ್ ನಾಯಕನಾಗಿ, ಅಮೂಲ್ಯ ಸುರೇಶ್ ನಾಯಕಿಯಾಗಿ ನಟಿಸಿದ್ದು, ಕೀರ್ತಿರಾಜ್, ರವಿ ಜಿ ಜಗದೀಶ್, ಮನು ರಾಮಪಟ್ಟಿಕ್‌, ಶಿವಮಣಿ ಚೇತನ್, ಎಂ.ಎಸ್.ಎಸ್, ಶಿಲ್ಪಾ ಶೆಟ್ಟಿ, ಗೋಲ್ಡ್ ಸುರೇಶ್, ಸುತ್ತ ಜೀತ್, ಶಾಣಕ ಗೌಡ, ಕುರಿ ಸುನಿಲ್, ನಮ್ರತಾ ಗೌಡ, ಏನೂಂ ಅವರೂ ನಟಿಸಿದ್ದಾರೆ. (884, 422, 1024, 592)
footer-line-3: email: sanjemugilu@gmail.com, RNI No.KARKAN/2002/08054 (611, 1693, 916, 1705)
story8-photo-block (1029, 1441, 1272, 1631)
story6-photo-left (989, 1044, 1248, 1188)
story7-photo (257, 1444, 516, 1646)
factbox-item: ಶಾನ್ ಟೇಟ್ (ಆಸ್ಟ್ರೇಲಿಯಾ): ಗಂಟೆಗೆ 161.1 ಕಿ.ಮೀ ವೇಗ (606, 1223, 789, 1236)
story5-photo (202, 1060, 591, 1248)
story5-factbox (599, 1170, 796, 1305)
story-caste-survey (808, 1410, 1512, 1645)
top-band (15, 121, 1512, 608)
story2-col1: ಬೆಂಗಳೂರು ಸರ್ಧಿಯಾಗಿ ಭಾರಿ ಉತ್ಸಾಹ ಮೂಡಿಸಿರುವ ಚಿತ್ರ, ಉಲ್ಲೇಖ ಕೆಲಸ ಕುಡಿಯಲ ಪುನರ್ ಸಿನಿಮಾ ನಿರ್ಮಾಣಕ್ಕೆ ಈಗ ಸಿದ್ಧವಾಗಿದೆ. ಕುಡಿದಾರು ಪ್ರತಿ ಪ್ರಕಾರ, ಕಾರ್ತಿಕ್ ಕೋಣ ಸಂತೋಷ್, ದೊಡ್ಡ ಚಿತ್ರ ಎಂಬ 'ಅಯಸಾಳು ಕೋಣ' ಸಿನಿಮಾ ಬಹುದಾಗಿದೆ. ಕೋಣದ ಮುಖ್ಯ ಪಾತ್ರದಲ್ಲಿ ನಟಿಸುವ 'ಕೋಣ' ಸಿನಿಮಾ ಇದೇ ತಿಂಗಳ 31ರಂದು ರಾಜ್ಯದಲ್ಲಿ ಚಿತ್ರ ಪ್ರದರ್ಶನ ಆಗಲಿದೆ. ಸಿನಿಮಾ ಪ್ರಸಾದ್ ಲ್ಯಾಬ್‌ನಲ್ಲಿ ಸಿದ್ಧಗೊಂಡಿದೆ. 'ಯಶಸ್ವಿಯ 'ಕೋಣ' ಸಿನಿಮಾವು ಮೊದಲಿನಿಂದಲೂ ಬೆಳಗಾವಿಯಲ್ಲಿ ಹುಬ್ಬಳ್ಳಿಯವರಾಗಿ, ಸಿಗ್ನಿಕೊಳ್ಳುತ್ತದ್ದು. ದೊಡ್ಡವರಿಗೆ ಸಿನಿಮಾ ಅಲ್ಲ ಇನ್ನೂ ಮುಂದೆ ಬರಲಿದೆ. (884, 186, 1024, 407)
page-number: 8 (126, 14, 165, 92)
band-divider-1 (15, 615, 1512, 617)
band-divider-3 (15, 1401, 1512, 1403)
story5-mid (202, 1060, 599, 1396)
story-team-india (15, 1410, 808, 1645)
imprint-footer (15, 1651, 1512, 1707)
flag-box (15, 0, 282, 108)
story2-col3: ಕೋಣ ತೆರೆಯಿಸಿ ಅದರಲ್ಲಿ ಕೆಲವು ನಿರ್ದೇಶನ ಮಾಡಿದ್ದು ತೆರೆ. ಬರಹಗಾರ ನಾಗರಾಜ್ಯದ್ಯಾ ಛಾಯಾಗ್ರಹಣದ ಬರಹವಾಗಿ ನಿರ್ಮಾಣಮಾಡಿದ, ಬಂದಿರುವ ಅವರಿಗೆ ನಾಣಿಗೆ ಕೆಲಸ, ಮುದ್ರಣ ಮಾರ್ಗ ಅವರ ಸ್ಥಿತಿ ನಿರ್ದೇಶನ ಸಾಧನೆ ಶಕ್ತಿಯಾದಲ್ಲ ಅವರ ಸಂಭ್ರಮದ ಕೋಣ ಚಿತ್ರಕ್ಕಿದೆ. (1273, 422, 1504, 475)
story2-box (876, 121, 1512, 608)
story6-col3: ದೈವಸರ ಬಗ್ಗೆ ಮುಕ್ತ ಕುಟುಂಬದ ಬಗ್ಗೆ ಬಿಡಿಸಿ, ಇದು ಹೇಳಿದ್ದು, ಮಾಡಿದ ಅಂಕಗಳ ಮಾತುಗಳು ಎಲ್ಲವೂ ಸಹಜ ಹಾಗೂ ಮಾಡಿದ ಮಾತುಗಳ ಎಲ್ಲವೂ ನಂಬಿಕೆಯ ಬಗ್ಗೆ ಹೇಳಿದ್ದಾರೆ. ಇದರ ಬಗ್ಗೆ ಅನೇಕ ಮಾತುಗಳು ಎಲ್ಲವೂ ಮಾಡಿದ ಮಾತುಗಳು ಬಂದಿದ್ದು, ಇದೀಗ ಕಾಂತಾರ ಎಲ್ಲವೂ ಸಿದ್ಧವಾಗಿದೆ. ಇದರ ಬಗ್ಗೆ ಸಂಸ್ಥೆಯ ಮಾತುಗಳು ಎಲ್ಲವೂ ಬಂದಿದ್ದು, ಕಾಂತಾರ ಹೇಳುವ ಮಾತುಗಳ ಮುಂದೆ ದೈವದ ಕದನ ಎಲ್ಲರಿಗೂ ಸಾಧ್ಯವಾಗಿದೆ ಎಂದು ಕೇಳಿ ಬಂದಿದೆ. ಅವರ ಮಾಡಿದ ಮಾತುಗಳು ಸಂಸ್ಥೆ ಎಂದು ಹೇಳಿದ್ದಾರೆ. ದೈವ ಮಾತುಗಳು ಮುಂದೆ ಸಿದ್ಧ ಮಾಡುವ ಸಂಸ್ಥೆಯ ಕಾಣಿಸುವ ಎಲ್ಲವೂ ಮುಂದೆ ಸಿದ್ಧ ಸಂಸ್ಥೆ ಎಂದು ಸಿದ್ಧ ಮಾಡಿದ ಅವರ ಮಾತುಗಳ ಬಗ್ಗೆ ಕಾಣಿಸಿದೆ. (1246, 1194, 1512, 1313)
story4-col2b: ಕೊನೆಗೆ ಅವರು ಕೇಳಿದ್ದಾರು, ಬೇಡದೆ ಒಂದು ಆಡಲು ಹಾಗೂ ಅವರಲ್ಲಿ ಮಡಿದ ಆಡು ಹಾಗೂ ಅವರನ್ನು ಕಡಿಮೆ ಮೇಕರ್ ಆಗಿ ಮಾಡುತ್ತದೆ ಎಂದು ಹೇಳಿದರು. (1070, 820, 1296, 844)
story1-headline-line1: ಕ್ರೀಡಾಪಟು ಆಗಬೇಕಿದ್ದವರು (320, 121, 549, 152)
bullet-square-icon (606, 1195, 613, 1202)
postal-line-2: Bengaluru- 560020, RNI No.KARKAN/2002/08054 (766, 55, 1045, 70)
story4-photo-block (1070, 663, 1304, 813)
story6-col1b: ಚಿತ್ರದ ಬಗ್ಗೆ ಅಂಕಗಳನ್ನು ಎಂದು ಕೆಲವೇ ದೈವ ಸಾಧ್ಯವಾಗಿದೆ ಎಂದು ಅವರ ಮಾಡಿದೆ. ಮೊದಲಿಗೆ ಇಂದಿಗೆ ಮೈಸೂರಿನಲ್ಲಿ ಕಾಂತಾರ ಎಂಬದು: ಕಾಂತಾರದ ಕಥೆಯಲ್ಲಿ, ಹೊತ್ತಿಗೆ ಮಾತ್ರ, ಅರ್ಹತೆಯ ಮೇಲೆ ಅಡ್ಡದೊಡ್ಡ ಮತ್ತು ಅವನಿಗೆ ಎಲ್ಲಾ ಇನ್ನು ಸಿನಿಮಾಗೆ ಅವರಿಗೆ ಸಿನಿಮಾ ಗೆದ್ದಿದ್ದು, ಹೇಳುವುದು ಪ್ರಾಯೋಗಿಕ. ಹೋಗಿದೆ ಮತ್ತು ಅವರ ಅಂದುಕೊಳ್ಳುವ ಮಾತುಗಳಲ್ಲಿ ಎಲ್ಲಾ ಇಲ್ಲ. ಕಾಂತಾರ ತಂಡ ಅಪಾರ ಇದೀಗ ಸಿನಿಮಾ ಗೆದ್ದಿರುವ ಬಗ್ಗೆ ಬೇರೆ ಬೇರೆ ಇದರ ಬಗ್ಗೆ ಕಾಣಿಸಿಕೊಂಡಿದೆ. (817, 1194, 981, 1342)
story1-photo-block (287, 191, 571, 523)
story3-photo-block (151, 659, 855, 887)
story3-caption-col: ಈ ಹಾಡಿನ ಕುಳು ಭಾಷೆಯಲ್ಲಿ ರಾಜಶೇಖರ್ ಅವರೇ ಸಾಹಿತ್ಯ ಸಾಹಿತ್ಯ, ಬೆರೆದಿದ್ದು, ಚೇತನ್ ಬಂಧಾ ಅವರು ಸಾಹಿತ್ಯ ಹಾಗೂ ಹಾಗೂ ಸಂಗೀತ (151, 893, 401, 918)
second-band (15, 623, 1512, 967)
